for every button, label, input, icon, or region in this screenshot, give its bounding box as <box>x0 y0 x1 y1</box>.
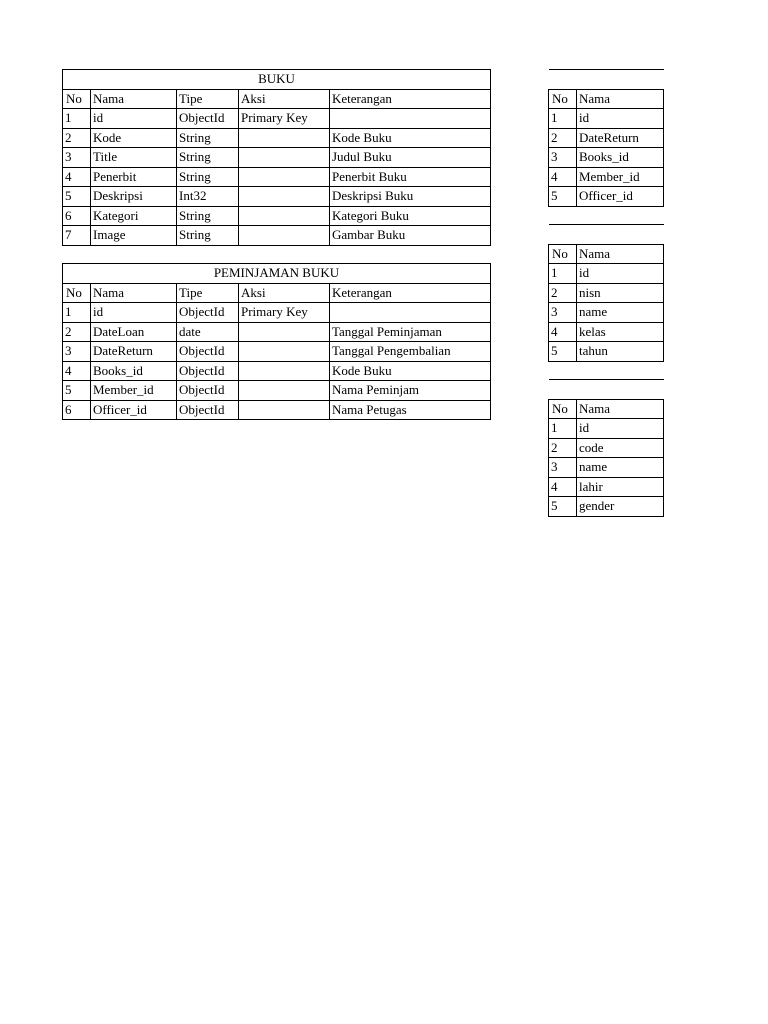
table-cell: Penerbit Buku <box>330 167 491 187</box>
table-row <box>63 303 491 323</box>
table-cell: Tanggal Peminjaman <box>330 322 491 342</box>
table-cell: 4 <box>549 477 577 497</box>
table-cell: 1 <box>549 264 577 284</box>
table-cell: 5 <box>63 187 91 207</box>
table-cell: Nama Petugas <box>330 400 491 420</box>
table-cell: ObjectId <box>177 303 239 323</box>
table-cell: 4 <box>63 361 91 381</box>
table-row <box>549 438 664 458</box>
table-cell: ObjectId <box>177 381 239 401</box>
table-cell: 3 <box>63 342 91 362</box>
table-cell: Primary Key <box>239 109 330 129</box>
table-cell: name <box>577 458 664 478</box>
table-cell: Officer_id <box>91 400 177 420</box>
table-title <box>549 70 664 90</box>
table-row <box>549 148 664 168</box>
table-row <box>63 342 491 362</box>
table-title: PEMINJAMAN BUKU <box>63 264 491 284</box>
table-row <box>549 419 664 439</box>
table-cell: Kategori Buku <box>330 206 491 226</box>
table-cell: Image <box>91 226 177 246</box>
column-header: Nama <box>91 283 177 303</box>
table-row <box>549 477 664 497</box>
table-cell: String <box>177 226 239 246</box>
table-cell <box>239 322 330 342</box>
table-cell: 1 <box>63 303 91 323</box>
table-row <box>549 497 664 517</box>
table-cell <box>239 342 330 362</box>
table-cell: Member_id <box>577 167 664 187</box>
table-cell: 1 <box>549 419 577 439</box>
column-header: No <box>549 89 577 109</box>
table-cell: Kategori <box>91 206 177 226</box>
table-title: BUKU <box>63 70 491 90</box>
table-title <box>549 225 664 245</box>
table-row <box>549 322 664 342</box>
column-header: No <box>549 244 577 264</box>
table-title <box>549 380 664 400</box>
column-header: No <box>549 399 577 419</box>
table-title-row <box>549 380 664 400</box>
table-cell: 7 <box>63 226 91 246</box>
column-header: Tipe <box>177 89 239 109</box>
table-cell: 3 <box>549 148 577 168</box>
table-cell: Primary Key <box>239 303 330 323</box>
table-header-row <box>549 244 664 264</box>
table-header-row <box>63 283 491 303</box>
table-cell <box>239 400 330 420</box>
table-row <box>63 206 491 226</box>
table-cell: ObjectId <box>177 400 239 420</box>
table-row <box>549 128 664 148</box>
table-cell <box>239 167 330 187</box>
table-cell: DateReturn <box>577 128 664 148</box>
table-row <box>63 167 491 187</box>
table-cell: Kode Buku <box>330 361 491 381</box>
table-cell: 4 <box>63 167 91 187</box>
table-row <box>549 458 664 478</box>
table-cell: String <box>177 128 239 148</box>
table-cell: lahir <box>577 477 664 497</box>
table-row <box>63 187 491 207</box>
table-cell <box>239 128 330 148</box>
table-row <box>63 109 491 129</box>
table-title-row <box>549 225 664 245</box>
table-cell: 2 <box>63 322 91 342</box>
table-row <box>549 109 664 129</box>
table-cell: 4 <box>549 167 577 187</box>
table-cell: 4 <box>549 322 577 342</box>
table-cell: Member_id <box>91 381 177 401</box>
table-cell: DateReturn <box>91 342 177 362</box>
table-row <box>549 167 664 187</box>
column-header: Nama <box>91 89 177 109</box>
table-cell: 6 <box>63 206 91 226</box>
table-cell: code <box>577 438 664 458</box>
table-cell: 3 <box>549 303 577 323</box>
table-cell: Title <box>91 148 177 168</box>
column-header: Aksi <box>239 89 330 109</box>
table-cell: Deskripsi <box>91 187 177 207</box>
table-cell <box>330 303 491 323</box>
table-row <box>63 400 491 420</box>
table-cell <box>239 381 330 401</box>
column-header: Aksi <box>239 283 330 303</box>
table-cell: tahun <box>577 342 664 362</box>
table-cell: 2 <box>63 128 91 148</box>
table-cell: 1 <box>63 109 91 129</box>
table-buku <box>62 69 491 246</box>
table-header-row <box>549 89 664 109</box>
table-cell: Books_id <box>577 148 664 168</box>
table-cell: 5 <box>549 187 577 207</box>
table-cell: id <box>577 419 664 439</box>
table-cell: ObjectId <box>177 109 239 129</box>
table-right-1 <box>548 69 664 207</box>
column-header: No <box>63 89 91 109</box>
table-cell: 3 <box>549 458 577 478</box>
table-cell: name <box>577 303 664 323</box>
table-cell: id <box>577 264 664 284</box>
table-cell: 2 <box>549 438 577 458</box>
table-cell: Int32 <box>177 187 239 207</box>
table-cell: String <box>177 206 239 226</box>
table-row <box>549 283 664 303</box>
table-row <box>63 128 491 148</box>
table-row <box>549 187 664 207</box>
column-header: Tipe <box>177 283 239 303</box>
table-cell: Judul Buku <box>330 148 491 168</box>
table-row <box>63 226 491 246</box>
table-cell: Tanggal Pengembalian <box>330 342 491 362</box>
table-cell: Books_id <box>91 361 177 381</box>
table-cell: Nama Peminjam <box>330 381 491 401</box>
table-cell: id <box>91 109 177 129</box>
table-cell: id <box>577 109 664 129</box>
table-row <box>63 381 491 401</box>
table-cell: ObjectId <box>177 361 239 381</box>
column-header: No <box>63 283 91 303</box>
table-cell: Kode <box>91 128 177 148</box>
table-row <box>549 342 664 362</box>
table-right-2 <box>548 224 664 362</box>
column-header: Nama <box>577 399 664 419</box>
table-row <box>549 303 664 323</box>
table-cell: gender <box>577 497 664 517</box>
table-title-row <box>549 70 664 90</box>
table-cell: 2 <box>549 283 577 303</box>
table-cell: Deskripsi Buku <box>330 187 491 207</box>
table-cell: 1 <box>549 109 577 129</box>
table-title-row <box>63 264 491 284</box>
table-header-row <box>63 89 491 109</box>
column-header: Keterangan <box>330 283 491 303</box>
table-row <box>63 322 491 342</box>
table-cell: 5 <box>549 342 577 362</box>
table-cell: Officer_id <box>577 187 664 207</box>
table-cell <box>239 148 330 168</box>
table-cell: 6 <box>63 400 91 420</box>
table-cell: id <box>91 303 177 323</box>
table-cell <box>239 187 330 207</box>
table-cell: Gambar Buku <box>330 226 491 246</box>
table-cell: String <box>177 167 239 187</box>
table-cell: 5 <box>63 381 91 401</box>
table-cell: Kode Buku <box>330 128 491 148</box>
table-cell: nisn <box>577 283 664 303</box>
table-right-3 <box>548 379 664 517</box>
table-header-row <box>549 399 664 419</box>
table-cell <box>239 206 330 226</box>
table-cell: String <box>177 148 239 168</box>
column-header: Nama <box>577 89 664 109</box>
table-cell: 5 <box>549 497 577 517</box>
table-cell <box>239 361 330 381</box>
table-row <box>549 264 664 284</box>
table-cell: Penerbit <box>91 167 177 187</box>
column-header: Nama <box>577 244 664 264</box>
column-header: Keterangan <box>330 89 491 109</box>
table-cell: 2 <box>549 128 577 148</box>
table-cell <box>330 109 491 129</box>
table-title-row <box>63 70 491 90</box>
table-peminjaman-buku <box>62 263 491 420</box>
table-cell: 3 <box>63 148 91 168</box>
table-cell: DateLoan <box>91 322 177 342</box>
table-row <box>63 361 491 381</box>
table-row <box>63 148 491 168</box>
table-cell: ObjectId <box>177 342 239 362</box>
table-cell: kelas <box>577 322 664 342</box>
table-cell: date <box>177 322 239 342</box>
table-cell <box>239 226 330 246</box>
